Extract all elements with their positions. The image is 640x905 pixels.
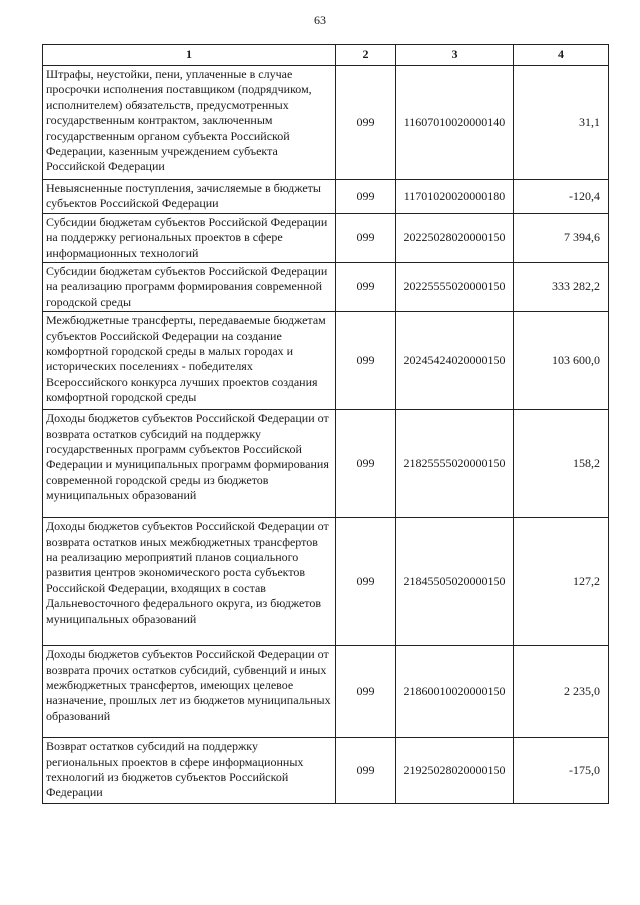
row-admin-code: 099 <box>336 312 396 410</box>
row-admin-code: 099 <box>336 213 396 262</box>
row-budget-code: 21860010020000150 <box>396 646 514 738</box>
header-col-1: 1 <box>43 45 336 66</box>
row-admin-code: 099 <box>336 646 396 738</box>
row-admin-code: 099 <box>336 518 396 646</box>
row-description: Субсидии бюджетам субъектов Российской Федерации на поддержку региональных проектов в сфере информационных технологий <box>43 213 336 262</box>
table-row <box>43 518 609 646</box>
table-row <box>43 738 609 804</box>
header-col-4: 4 <box>514 45 609 66</box>
row-amount: 127,2 <box>514 518 609 646</box>
budget-table <box>42 44 609 804</box>
row-description: Доходы бюджетов субъектов Российской Федерации от возврата остатков субсидий на поддержку государственных программ субъектов Российской Федерации и муниципальных программ формирования современной городской среды из бюджетов муниципальных образований <box>43 410 336 518</box>
header-col-2: 2 <box>336 45 396 66</box>
row-budget-code: 20225028020000150 <box>396 213 514 262</box>
row-description: Доходы бюджетов субъектов Российской Федерации от возврата прочих остатков субсидий, субвенций и иных межбюджетных трансфертов, имеющих целевое назначение, прошлых лет из бюджетов муниципальных образований <box>43 646 336 738</box>
table-row <box>43 312 609 410</box>
table-row <box>43 410 609 518</box>
page-number: 63 <box>314 13 326 27</box>
row-description: Невыясненные поступления, зачисляемые в бюджеты субъектов Российской Федерации <box>43 180 336 214</box>
row-description: Штрафы, неустойки, пени, уплаченные в случае просрочки исполнения поставщиком (подрядчиком, исполнителем) обязательств, предусмотренных государственным контрактом, заключенным государственным органом субъекта Российской Федерации, казенным учреждением субъекта Российской Федерации <box>43 66 336 180</box>
row-description: Межбюджетные трансферты, передаваемые бюджетам субъектов Российской Федерации на создание комфортной городской среды в малых городах и исторических поселениях - победителях Всероссийского конкурса лучших проектов создания комфортной городской среды <box>43 312 336 410</box>
row-budget-code: 21845505020000150 <box>396 518 514 646</box>
table-row <box>43 213 609 262</box>
row-admin-code: 099 <box>336 180 396 214</box>
row-budget-code: 20225555020000150 <box>396 263 514 312</box>
row-amount: 7 394,6 <box>514 213 609 262</box>
row-admin-code: 099 <box>336 410 396 518</box>
row-amount: 103 600,0 <box>514 312 609 410</box>
row-amount: 31,1 <box>514 66 609 180</box>
row-amount: 2 235,0 <box>514 646 609 738</box>
row-admin-code: 099 <box>336 738 396 804</box>
table-row <box>43 66 609 180</box>
table-row <box>43 263 609 312</box>
row-budget-code: 21925028020000150 <box>396 738 514 804</box>
row-description: Субсидии бюджетам субъектов Российской Федерации на реализацию программ формирования современной городской среды <box>43 263 336 312</box>
row-amount: -120,4 <box>514 180 609 214</box>
row-budget-code: 11607010020000140 <box>396 66 514 180</box>
row-description: Доходы бюджетов субъектов Российской Федерации от возврата остатков иных межбюджетных трансфертов на реализацию мероприятий планов социального развития центров экономического роста субъектов Российской Федерации, входящих в состав Дальневосточного федерального округа, из бюджетов муниципальных образований <box>43 518 336 646</box>
row-amount: 333 282,2 <box>514 263 609 312</box>
header-row <box>43 45 609 66</box>
row-budget-code: 21825555020000150 <box>396 410 514 518</box>
row-amount: -175,0 <box>514 738 609 804</box>
table-row <box>43 646 609 738</box>
row-budget-code: 20245424020000150 <box>396 312 514 410</box>
header-col-3: 3 <box>396 45 514 66</box>
row-description: Возврат остатков субсидий на поддержку региональных проектов в сфере информационных технологий из бюджетов субъектов Российской Федерации <box>43 738 336 804</box>
row-admin-code: 099 <box>336 263 396 312</box>
row-budget-code: 11701020020000180 <box>396 180 514 214</box>
row-amount: 158,2 <box>514 410 609 518</box>
row-admin-code: 099 <box>336 66 396 180</box>
table-row <box>43 180 609 214</box>
